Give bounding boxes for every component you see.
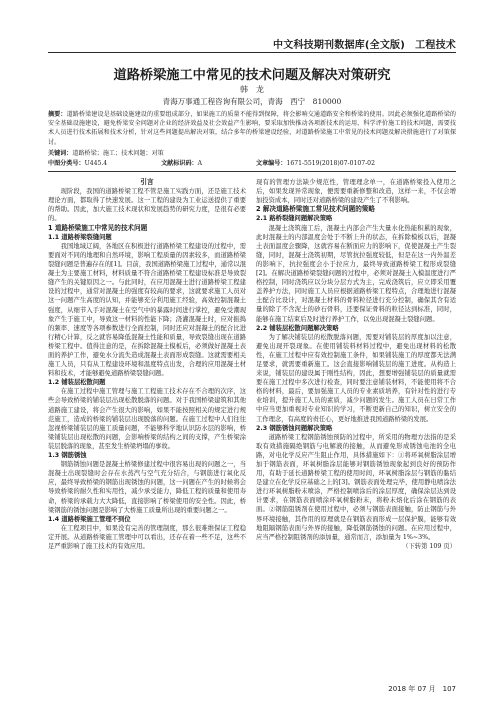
divider: [48, 171, 456, 172]
keywords-text: 道路桥梁；施工；技术问题；对策: [72, 150, 164, 157]
clc-number: 中图分类号：U445.4: [48, 160, 108, 167]
document-code: 文献标识码：A: [161, 160, 203, 167]
section-heading: 1 道路桥梁施工中常见的技术问题: [48, 223, 148, 232]
subsection-heading: 2.1 路桥裂缝问题解决策略: [256, 215, 333, 223]
article-meta: [48, 158, 456, 167]
abstract-text: 道路桥梁建设是基础设施建设的重要组成部分，如果施工的质量不能得到保障，将会影响交通道路安全和桥梁的使用。因此必须强化道路桥梁的安全基础设施建设，避免桥梁安全问题对企业的经济效益及社会效益产生影响，要采取加快推动各项新技术的运用、科学评价施工的技术问题，需要技术人员进行技术拓展和技术分析，针对这些问题提出解决对策，结合多年的桥梁建设经验，对道路桥梁施工中常见的技术问题及解决措施进行了对策探讨。: [48, 111, 457, 146]
body-paragraph: 我国地域辽阔，各地区在积极进行道路桥梁工程建设的过程中，需要面对不同的地理和自然环境，影响工程质量的因素较多，而道路桥梁裂缝问题是普遍存在的[1]。目前，我国道路桥梁施工过程中，通常以混凝土为主要施工材料，材料质量不符合道路桥梁工程建设标准是导致裂缝产生的关键原因之一。与此同时，在应用混凝土进行道路桥梁工程建设的过程中，通常对混凝土的强度有较高的要求，这就要求施工人员对这一问题产生高度的认知，并能够充分利用施工经验，高效控制混凝土强度，从细节入手对混凝土在空气中的暴露时间进行掌控，避免受潮现象产生于施工中，导致这一材料的性能下降；浇灌混凝土时，应对振捣的频率、速度等各项参数进行全面控制，同时还应对混凝土的配合比进行精心计算，反之就容易降低混凝土性能和质量，导致裂缝出现在道路桥梁工程中。值得注意的是，在拆除混凝土模板后，必须做好混凝土表面的养护工作，避免水分流失造成混凝土表面形成裂缝。这就需要相关施工人员，只有从工程建设环境和温度特点出发，合理的应用混凝土材料和技术，才能够避免道路桥梁裂缝问题。: [48, 242, 246, 378]
section-heading: 2 解决道路桥梁施工常见技术问题的策略: [256, 205, 375, 214]
body-paragraph: 现阶段，我国的道路桥梁工程不管是施工实践方面，还是施工技术理论方面，都取得了快速发展。这一工程的建设为工业运送提供了重要的帮助。因此，加大施工技术现状和发展趋势的研究力度，是很有必要的。: [48, 188, 246, 223]
abstract-label: 摘要：: [48, 111, 67, 118]
keywords: [48, 148, 456, 157]
author-name: 韩 龙: [240, 85, 264, 94]
body-paragraph: 现有的管理方法缺少规范性，管理理念单一，在道路桥梁投入使用之后，如果发现异常现象，便需要重新修整和改造，这样一来，不仅会增加投资成本，同时还对道路桥梁的建设产生了不利影响。: [256, 179, 456, 205]
body-paragraph: 为了解决铺装层的松散脱落问题，需要对铺装层的厚度加以注意，避免出现开裂现象。在使用铺装料材料过程中，避免出现材料的松散性，在施工过程中应有效控制施工条件，如果铺装施工的厚度都无法满足要求，就需要重新施工。这会直接影响铺装层的施工进度。从构造上来说，铺装层的建设属于刚性结构，因此，想要增强铺装层的质量就需要在施工过程中多次进行检查，同时要注意铺装材料，不能使用将不合格的材料，最后，要加强施工人员的专业素质培养，有针对性的进行专业培训，提升施工人员的素质，减少问题的发生。施工人员在日常工作中应当更加重视对专业知识的学习，不断更新自己的知识，树立安全的工作理念，有高度的责任心，更好地推进我国道路桥梁的发展。: [256, 333, 456, 423]
running-header: [48, 34, 456, 53]
subsection-heading: 1.3 钢筋锈蚀: [48, 452, 87, 460]
article-number: 文章编号：1671-5519(2018)07-0107-02: [256, 160, 375, 167]
body-paragraph: 在施工过程中施工管理与施工工程施工技术存在不合理的次序，这些会导致桥梁的铺装层出现松散脱落的问题。对于我国桥梁建筑和其他道路施工建设，将会产生很大的影响，如果不能按照相关的规定进行规范施工，造成的桥梁的铺装层出现脱落的问题。在施工过程中人们往往忽视桥梁铺装层的施工质量问题，不能够科学地认识防水层的影响，桥梁铺装层出现松散的问题，会影响桥梁的结构之间的支撑，产生桥梁涂装层脱落的现象，甚至发生桥梁坍塌的事故。: [48, 388, 246, 450]
page-footer: 2018 年 07 月 107: [388, 685, 456, 693]
continued-note: （下转第 109 页）: [402, 542, 456, 550]
subsection-heading: 1.1 道路桥梁裂缝问题: [48, 233, 112, 241]
section-heading: 引言: [140, 178, 154, 186]
subsection-heading: 1.4 道路桥梁施工管理不到位: [48, 515, 131, 523]
body-paragraph: 钢筋锈蚀问题是混凝土桥梁修建过程中很容易出现的问题之一，当混凝土出现裂缝时会存在水蒸汽与空气充分结合，与钢筋进行氧化反应，最终导致桥梁的钢筋出现锈蚀的问题，这一问题在产生的时候将会导致桥梁的耐久性和实用性，减少承受能力，降低工程的质量和使用寿命，桥梁的承载力大大降低，直接影响了桥梁使用的安全性。因此，桥梁钢筋的锈蚀问题是影响了大桥施工质量所出现的重要问题之一。: [48, 461, 246, 514]
author-affiliation: 青海万事通工程咨询有限公司，青海 西宁 810000: [162, 97, 342, 106]
right-column: [256, 178, 456, 551]
subsection-heading: 2.2 铺装层松散问题解决策略: [256, 324, 339, 332]
keywords-label: 关键词：: [48, 150, 73, 157]
left-column: [48, 178, 246, 551]
journal-name: 中文科技期刊数据库(全文版) 工程技术: [273, 40, 456, 51]
body-paragraph: 在工程项目中，如果没有完善的管理制度，那么很难维保证工程稳定开展。从道路桥梁施工管理中可以看出，还存在着一些不足，这些不足严重影响了施工技术的有效应用。: [48, 524, 246, 550]
paper-title: 道路桥梁施工中常见的技术问题及解决对策研究: [113, 68, 391, 83]
subsection-heading: 2.3 钢筋锈蚀问题解决策略: [256, 424, 333, 432]
body-paragraph: 混凝土浇筑施工后，混凝土内部会产生大量水化热能积累的现象，此时混凝土的内部温度会处于不断上升的状态，在拆除模板以后，混凝土表面温度会骤降，这就容易在断面应力的影响下，促使混凝土产生裂缝，同时，混凝土浇筑初期，尽管抗拉强度较低，但是在这一内外温差的影响下，抗拉强度会小于拉应力，最终导致道路桥梁工程形成裂缝[2]。在解决道路桥梁裂缝问题的过程中，必须对混凝土入模温度进行严格控制，同时浇筑应以分块分层方式为主，完成浇筑后，应立即采用覆盖养护方法，同时施工人员应根据道路桥梁工程特点，合理地进行混凝土配合比设计，对混凝土材料的骨料粒径进行充分控制，确保其含有适量的除了不含泥土的砂石骨料，还要保证骨料的粒径达到标准，同时，能够在施工结束后及时进行养护工作，以免出现混凝土裂缝问题。: [256, 224, 456, 323]
abstract: [48, 110, 456, 147]
subsection-heading: 1.2 铺装层松散问题: [48, 379, 106, 387]
body-paragraph: 道路桥梁工程钢筋锈蚀预防的过程中，所采用的物理方法指的是采取有效措施隔绝钢筋与电解液的接触，从而避免形成锈蚀电池的全电路，对电化学反应产生阻止作用，具体措施如下：①将环氧树脂涂层增加于钢筋表面，环氧树脂涂层能够对钢筋锈蚀现象起到良好的预防作用，有助于延长道路桥梁工程的使用时间，环氧树脂涂层与钢筋的黏结是建立在化学反应基础之上的[3]。钢筋表面处理完毕，使用静电喷涂法进行环氧树脂粉末喷涂，严格控制喷涂后的涂层厚度，确保涂层达到设计要求，在钢筋表面喷涂环氧树脂粉末，将粉末熔化后涂在钢筋的表面。②钢筋阻锈剂在使用过程中，必须与钢筋表面接触，防止钢筋与外界环境接触，其作用的原理就是在钢筋表面形成一层保护膜，能够有效地阻隔钢筋表面与外界的接触，降低钢筋锈蚀的问题。在应用过程中，应当严格控制阻锈剂的添加量，通常而言，添加量为 1%~3%。: [256, 433, 456, 541]
